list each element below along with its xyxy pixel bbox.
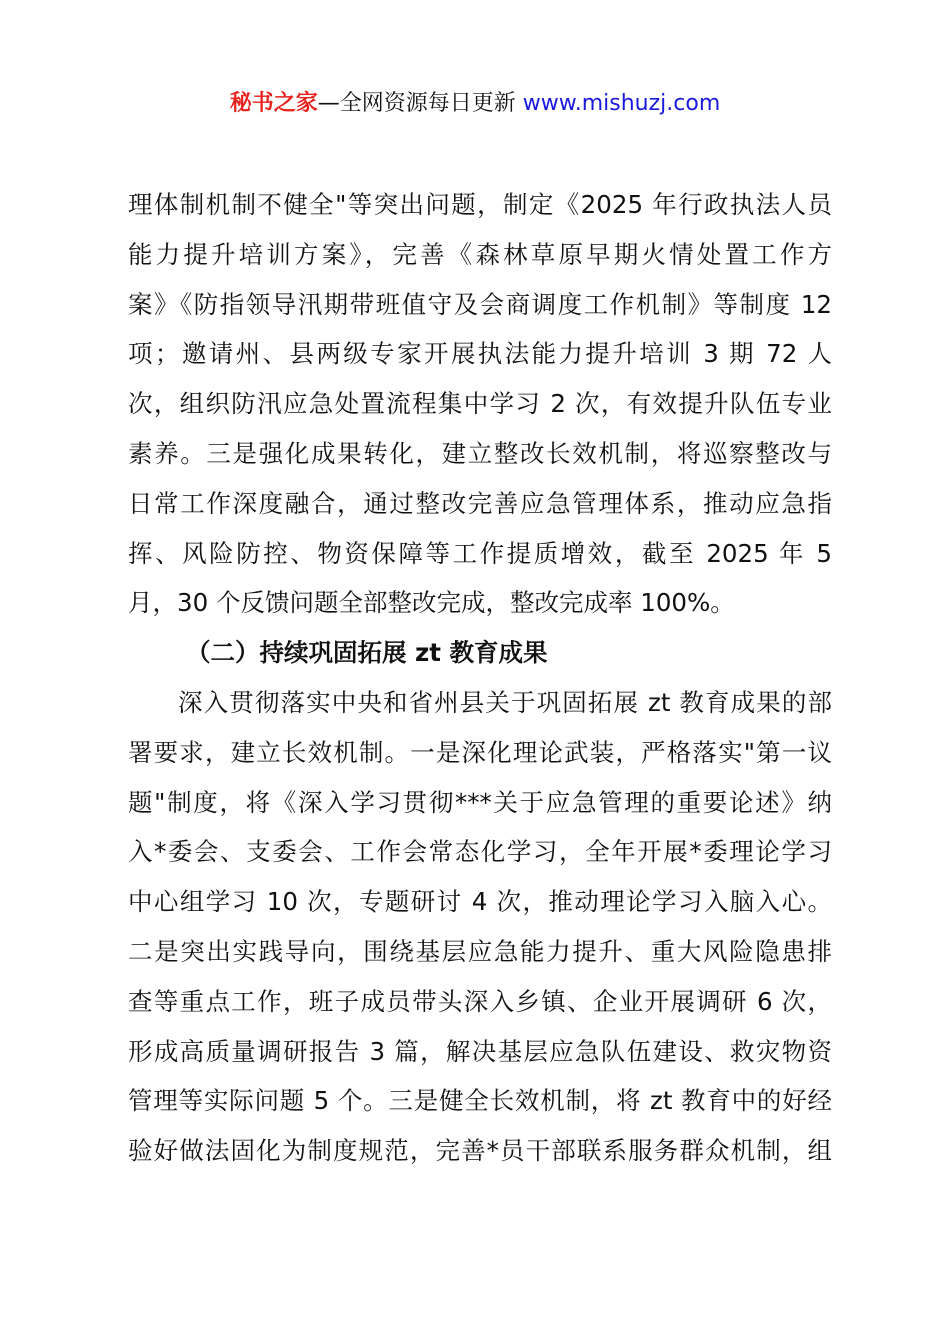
text-line: 能力提升培训方案》，完善《森林草原早期火情处置工作方 <box>128 239 832 269</box>
text-line: 题"制度，将《深入学习贯彻***关于应急管理的重要论述》纳 <box>128 787 832 817</box>
text-line: 形成高质量调研报告 3 篇，解决基层应急队伍建设、救灾物资 <box>128 1036 832 1066</box>
section-heading: （二）持续巩固拓展 zt 教育成果 <box>186 638 548 668</box>
text-line: 查等重点工作，班子成员带头深入乡镇、企业开展调研 6 次， <box>128 986 832 1016</box>
header-tagline: —全网资源每日更新 <box>317 91 523 116</box>
document-body <box>128 180 832 1176</box>
text-line: 日常工作深度融合，通过整改完善应急管理体系，推动应急指 <box>128 488 832 518</box>
text-line: 管理等实际问题 5 个。三是健全长效机制，将 zt 教育中的好经 <box>128 1086 832 1116</box>
text-line: 入*委会、支委会、工作会常态化学习，全年开展*委理论学习 <box>128 837 832 867</box>
text-line: 次，组织防汛应急处置流程集中学习 2 次，有效提升队伍专业 <box>128 389 832 419</box>
text-line: 项；邀请州、县两级专家开展执法能力提升培训 3 期 72 人 <box>128 339 832 369</box>
header-url[interactable]: www.mishuzj.com <box>522 91 721 116</box>
text-line: 深入贯彻落实中央和省州县关于巩固拓展 zt 教育成果的部 <box>178 687 832 717</box>
text-line: 挥、风险防控、物资保障等工作提质增效，截至 2025 年 5 <box>128 538 832 568</box>
text-line: 素养。三是强化成果转化，建立整改长效机制，将巡察整改与 <box>128 438 832 468</box>
text-line: 理体制机制不健全"等突出问题，制定《2025 年行政执法人员 <box>128 190 832 219</box>
text-line: 月，30 个反馈问题全部整改完成，整改完成率 100%。 <box>128 588 735 618</box>
text-line: 署要求，建立长效机制。一是深化理论武装，严格落实"第一议 <box>128 737 832 767</box>
text-line: 案》《防指领导汛期带班值守及会商调度工作机制》等制度 12 <box>128 289 832 319</box>
text-line: 二是突出实践导向，围绕基层应急能力提升、重大风险隐患排 <box>128 936 832 966</box>
brand-name: 秘书之家 <box>229 91 318 116</box>
text-line: 中心组学习 10 次，专题研讨 4 次，推动理论学习入脑入心。 <box>128 887 832 917</box>
text-line: 验好做法固化为制度规范，完善*员干部联系服务群众机制，组 <box>128 1136 832 1166</box>
watermark-header <box>0 88 950 120</box>
